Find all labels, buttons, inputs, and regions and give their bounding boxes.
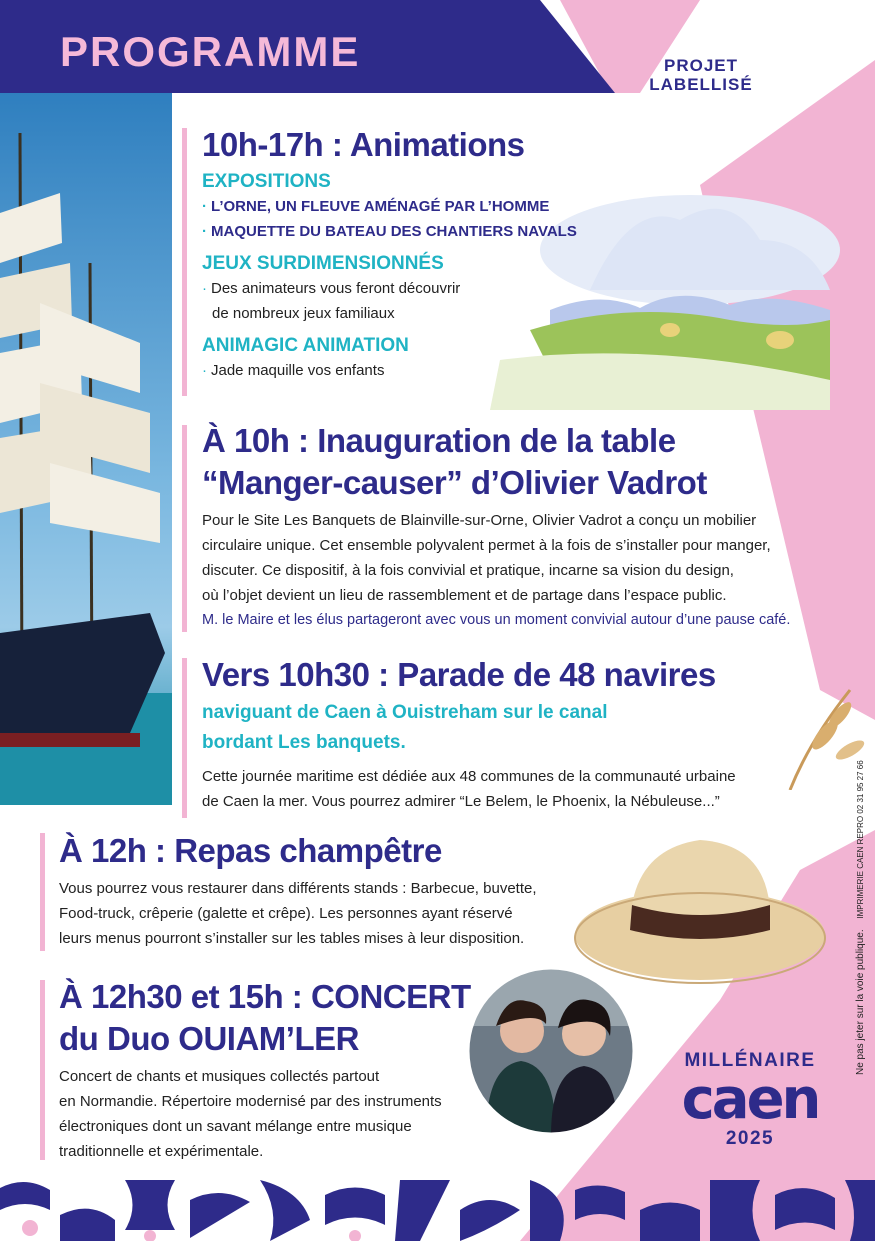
millenaire-logo — [655, 1050, 845, 1150]
repas-section — [59, 830, 579, 951]
section-bar-concert — [40, 980, 45, 1160]
logo-year: 2025 — [725, 1128, 775, 1149]
inauguration-line: circulaire unique. Cet ensemble polyvalent permet à la fois de s’installer pour manger, — [202, 537, 771, 554]
inauguration-section — [202, 420, 852, 633]
tall-ship-image — [0, 93, 172, 805]
logo-word: caen — [681, 1067, 819, 1132]
list-item: · MAQUETTE DU BATEAU DES CHANTIERS NAVALS — [202, 223, 577, 240]
inauguration-line: Pour le Site Les Banquets de Blainville-sur-Orne, Olivier Vadrot a conçu un mobilier — [202, 512, 757, 529]
concert-line: électroniques dont un savant mélange entre musique — [59, 1118, 412, 1135]
section-bar-parade — [182, 658, 187, 818]
section-bar-animations — [182, 128, 187, 396]
repas-line: leurs menus pourront s’installer sur les tables mises à leur disposition. — [59, 930, 525, 947]
side-note-printer: IMPRIMERIE CAEN REPRO 02 31 95 27 66 — [856, 760, 865, 919]
project-label-line1: PROJET — [663, 56, 739, 75]
jeux-line2: de nombreux jeux familiaux — [212, 305, 395, 322]
repas-line: Food-truck, crêperie (galette et crêpe). Les personnes ayant réservé — [59, 905, 513, 922]
parade-line: Cette journée maritime est dédiée aux 48 communes de la communauté urbaine — [202, 768, 736, 785]
inauguration-title-line1: À 10h : Inauguration de la table — [202, 422, 676, 459]
concert-section — [59, 976, 479, 1164]
section-bar-inauguration — [182, 425, 187, 632]
repas-line: Vous pourrez vous restaurer dans différents stands : Barbecue, buvette, — [59, 880, 537, 897]
inauguration-line: où l’objet devient un lieu de rassemblement et de partage dans l’espace public. — [202, 587, 727, 604]
concert-line: traditionnelle et expérimentale. — [59, 1143, 264, 1160]
parade-line: de Caen la mer. Vous pourrez admirer “Le Belem, le Phoenix, la Nébuleuse...” — [202, 793, 720, 810]
inauguration-title-line2: “Manger-causer” d’Olivier Vadrot — [202, 464, 707, 501]
animagic-heading: ANIMAGIC ANIMATION — [202, 335, 409, 356]
repas-title: À 12h : Repas champêtre — [59, 832, 442, 869]
concert-line: en Normandie. Répertoire modernisé par des instruments — [59, 1093, 442, 1110]
project-label-line2: LABELLISÉ — [649, 75, 753, 94]
logo-top-text: MILLÉNAIRE — [684, 1050, 816, 1071]
page-title: PROGRAMME — [60, 28, 361, 75]
parade-sub-line2: bordant Les banquets. — [202, 732, 406, 753]
parade-section — [202, 654, 822, 814]
concert-title-line2: du Duo OUIAM’LER — [59, 1020, 359, 1057]
animagic-line1: · Jade maquille vos enfants — [202, 362, 385, 379]
duo-photo — [466, 966, 636, 1136]
animations-title: 10h-17h : Animations — [202, 126, 525, 163]
parade-sub-line1: naviguant de Caen à Ouistreham sur le canal — [202, 702, 608, 723]
bottom-pattern — [0, 1180, 875, 1241]
list-item: · L’ORNE, UN FLEUVE AMÉNAGÉ PAR L’HOMME — [202, 198, 550, 215]
animations-section — [202, 124, 822, 383]
project-label — [626, 56, 776, 94]
concert-title-line1: À 12h30 et 15h : CONCERT — [59, 978, 471, 1015]
side-note-text: Ne pas jeter sur la voie publique. — [855, 929, 866, 1075]
section-bar-repas — [40, 833, 45, 951]
inauguration-line: discuter. Ce dispositif, à la fois convivial et pratique, incarne sa vision du design, — [202, 562, 734, 579]
inauguration-note: M. le Maire et les élus partageront avec vous un moment convivial autour d’une pause café. — [202, 612, 791, 628]
straw-hat-illustration — [570, 820, 830, 990]
expositions-heading: EXPOSITIONS — [202, 171, 331, 192]
jeux-heading: JEUX SURDIMENSIONNÉS — [202, 253, 444, 274]
jeux-line1: · Des animateurs vous feront découvrir — [202, 280, 461, 297]
side-note — [855, 760, 866, 1075]
concert-line: Concert de chants et musiques collectés partout — [59, 1068, 380, 1085]
parade-title: Vers 10h30 : Parade de 48 navires — [202, 656, 716, 693]
